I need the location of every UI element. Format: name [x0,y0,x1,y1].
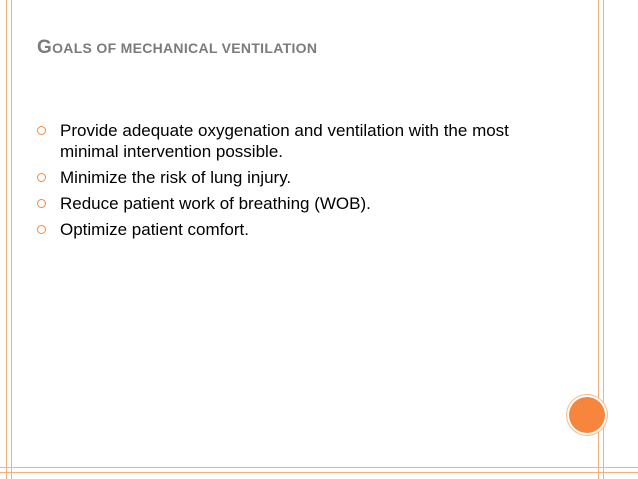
bullet-item [37,120,557,162]
hollow-circle-bullet-icon [37,199,46,208]
bottom-border-inner [0,467,638,468]
slide-title-initial: G [37,37,53,58]
left-border-inner [11,0,12,479]
bullet-item [37,167,557,188]
bullet-text: Reduce patient work of breathing (WOB). [60,194,371,213]
bullet-text: Provide adequate oxygenation and ventilation with the most minimal intervention possible. [60,121,509,161]
slide-title-rest: OALS OF MECHANICAL VENTILATION [52,40,318,56]
bottom-border-outer [0,472,638,473]
bullet-text: Minimize the risk of lung injury. [60,168,292,187]
bullet-list [37,120,557,245]
orange-circle-icon [569,397,605,433]
hollow-circle-bullet-icon [37,173,46,182]
bullet-item [37,219,557,240]
hollow-circle-bullet-icon [37,225,46,234]
bullet-item [37,193,557,214]
left-border-outer [6,0,7,479]
slide-title [37,37,317,59]
hollow-circle-bullet-icon [37,126,46,135]
bullet-text: Optimize patient comfort. [60,220,249,239]
